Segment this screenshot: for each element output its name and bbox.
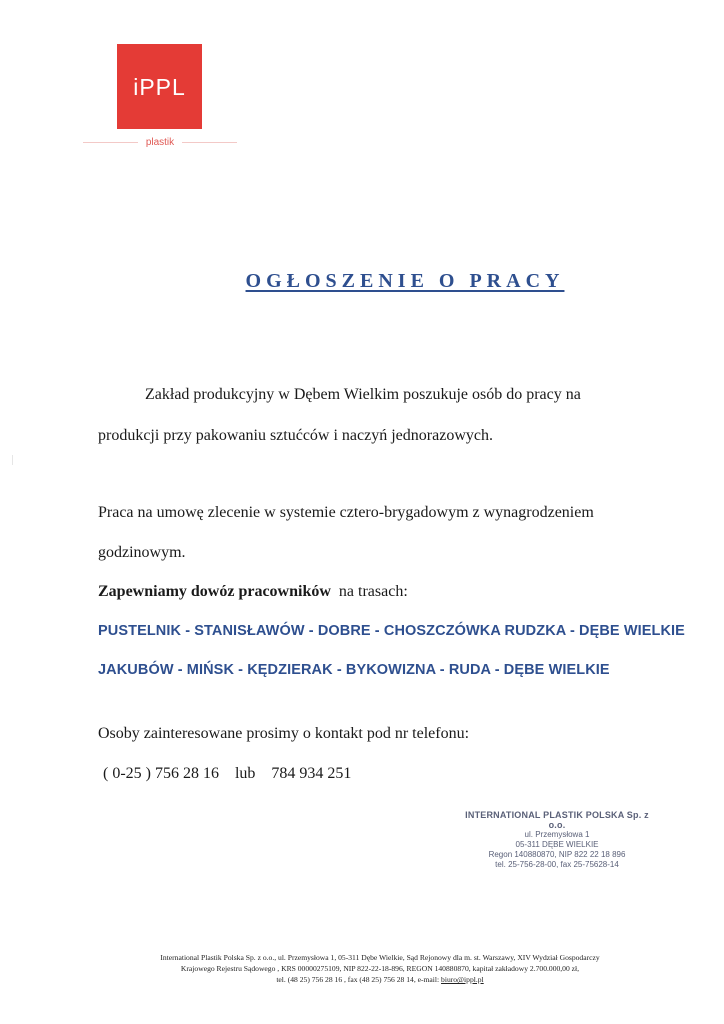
company-logo <box>117 44 202 129</box>
footer-line-2: Krajowego Rejestru Sądowego , KRS 00000275109, NIP 822-22-18-896, REGON 140880870, kapitał zakładowy 2.700.000,00 zł, <box>180 964 580 973</box>
paragraph-1-line-1: Zakład produkcyjny w Dębem Wielkim poszukuje osób do pracy na <box>145 386 581 403</box>
footer-contact-text: tel. (48 25) 756 28 16 , fax (48 25) 756 28 14, e-mail: <box>276 975 442 984</box>
contact-line: Osoby zainteresowane prosimy o kontakt pod nr telefonu: <box>98 725 470 742</box>
page-footer <box>90 952 670 985</box>
logo-text: iPPL <box>133 74 186 100</box>
stamp-street: ul. Przemysłowa 1 <box>524 830 590 839</box>
page-title: OGŁOSZENIE O PRACY <box>245 270 565 292</box>
stamp-tel: tel. 25-756-28-00, fax 25-75628-14 <box>495 860 619 869</box>
transport-bold-text: Zapewniamy dowóz pracowników <box>98 583 331 600</box>
paragraph-1-line-2: produkcji przy pakowaniu sztućców i naczyń jednorazowych. <box>98 427 493 444</box>
transport-rest-text: na trasach: <box>338 583 408 600</box>
footer-line-3 <box>90 974 670 985</box>
phone-numbers: ( 0-25 ) 756 28 16 lub 784 934 251 <box>103 765 352 782</box>
footer-email-link[interactable]: biuro@ippl.pl <box>441 975 484 984</box>
transport-line <box>98 582 408 602</box>
logo-subtitle <box>0 137 320 148</box>
company-stamp <box>462 810 652 870</box>
stamp-ids: Regon 140880870, NIP 822 22 18 896 <box>488 850 626 859</box>
route-1: PUSTELNIK - STANISŁAWÓW - DOBRE - CHOSZCZÓWKA RUDZKA - DĘBE WIELKIE <box>98 623 685 639</box>
route-2: JAKUBÓW - MIŃSK - KĘDZIERAK - BYKOWIZNA - RUDA - DĘBE WIELKIE <box>98 662 610 678</box>
paragraph-2-line-1: Praca na umowę zlecenie w systemie cztero-brygadowym z wynagrodzeniem <box>98 504 594 521</box>
footer-line-1: International Plastik Polska Sp. z o.o., ul. Przemysłowa 1, 05-311 Dębe Wielkie, Sąd Rejonowy dla m. st. Warszawy, XIV Wydział Gospodarczy <box>160 953 600 962</box>
stamp-company-name: INTERNATIONAL PLASTIK POLSKA Sp. z o.o. <box>465 810 649 830</box>
paragraph-2-line-2: godzinowym. <box>98 544 186 561</box>
scan-mark <box>12 455 13 465</box>
logo-subtitle-text: plastik <box>145 137 175 148</box>
stamp-city: 05-311 DĘBE WIELKIE <box>515 840 599 849</box>
